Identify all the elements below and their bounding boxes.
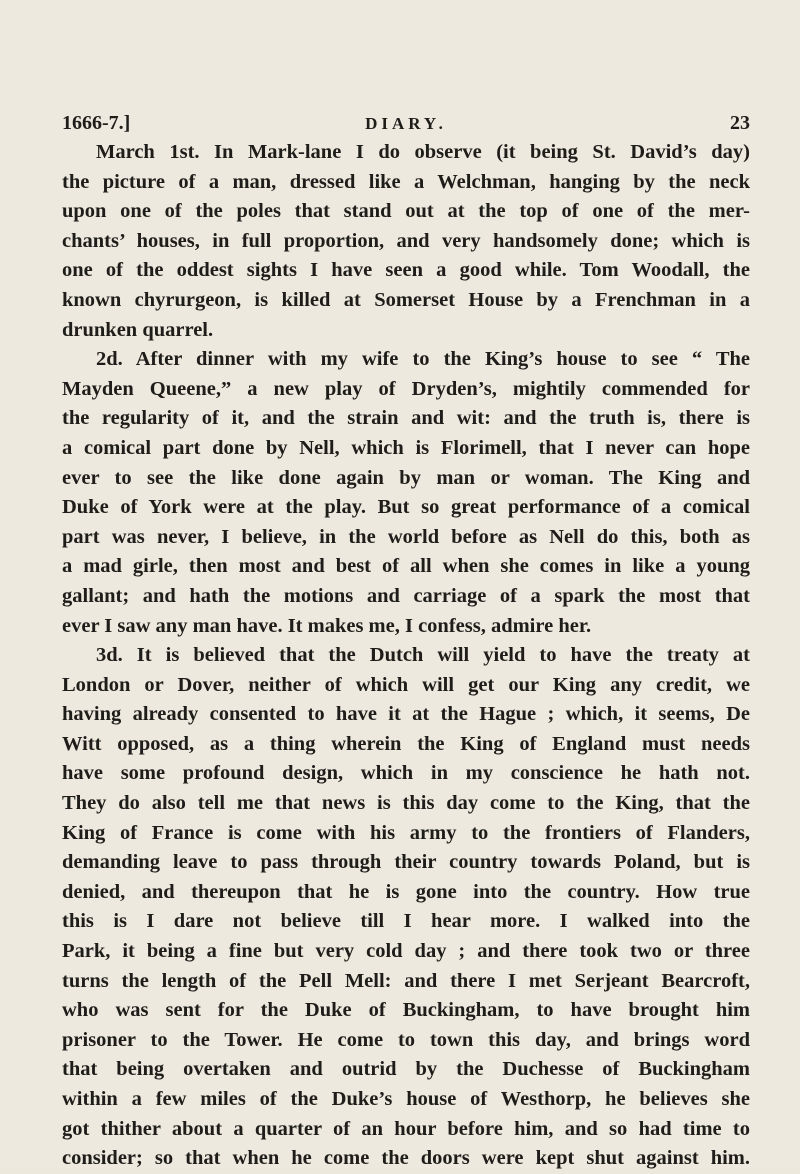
text-line: Park, it being a fine but very cold day ; and there took two or three <box>62 940 750 963</box>
text-line: a comical part done by Nell, which is Florimell, that I never can hope <box>62 436 750 459</box>
text-line: drunken quarrel. <box>62 318 214 341</box>
text-line: who was sent for the Duke of Buckingham, to have brought him <box>62 999 750 1022</box>
text-line: consider; so that when he come the doors were kept shut against him. <box>62 1147 750 1170</box>
text-line: that being overtaken and outrid by the Duchesse of Buckingham <box>62 1058 750 1081</box>
text-line: got thither about a quarter of an hour before him, and so had time to <box>62 1117 750 1140</box>
running-head <box>62 112 750 138</box>
text-line: March 1st. In Mark-lane I do observe (it being St. David’s day) <box>96 141 750 163</box>
text-line: Mayden Queene,” a new play of Dryden’s, mightily commended for <box>62 377 750 400</box>
text-line: a mad girle, then most and best of all when she comes in like a young <box>62 555 750 578</box>
text-line: chants’ houses, in full proportion, and very handsomely done; which is <box>62 229 750 252</box>
text-line: Witt opposed, as a thing wherein the King of England must needs <box>62 732 750 755</box>
text-line: one of the oddest sights I have seen a good while. Tom Woodall, the <box>62 259 750 282</box>
year-range: 1666-7.] <box>62 112 131 134</box>
running-title: DIARY. <box>365 114 447 133</box>
text-line: have some profound design, which in my conscience he hath not. <box>62 762 750 785</box>
text-line: 3d. It is believed that the Dutch will yield to have the treaty at <box>96 644 750 667</box>
text-line: ever to see the like done again by man or woman. The King and <box>62 466 750 489</box>
text-line: Duke of York were at the play. But so great performance of a comical <box>62 496 750 519</box>
text-line: gallant; and hath the motions and carriage of a spark the most that <box>62 584 750 607</box>
text-line: King of France is come with his army to the frontiers of Flanders, <box>62 821 750 844</box>
page-number: 23 <box>730 112 750 134</box>
text-line: ever I saw any man have. It makes me, I confess, admire her. <box>62 614 592 637</box>
text-line: upon one of the poles that stand out at the top of one of the mer- <box>62 200 750 223</box>
text-line: this is I dare not believe till I hear more. I walked into the <box>62 910 750 933</box>
text-line: known chyrurgeon, is killed at Somerset House by a Frenchman in a <box>62 288 750 311</box>
text-line: having already consented to have it at the Hague ; which, it seems, De <box>62 703 750 726</box>
text-line: demanding leave to pass through their country towards Poland, but is <box>62 851 750 874</box>
text-line: denied, and thereupon that he is gone into the country. How true <box>62 880 750 903</box>
text-line: turns the length of the Pell Mell: and there I met Serjeant Bearcroft, <box>62 969 750 992</box>
text-line: They do also tell me that news is this day come to the King, that the <box>62 792 750 815</box>
text-line: the regularity of it, and the strain and wit: and the truth is, there is <box>62 407 750 430</box>
text-line: prisoner to the Tower. He come to town this day, and brings word <box>62 1028 750 1051</box>
text-line: part was never, I believe, in the world before as Nell do this, both as <box>62 525 750 548</box>
text-line: London or Dover, neither of which will get our King any credit, we <box>62 673 750 696</box>
text-line: within a few miles of the Duke’s house of Westhorp, he believes she <box>62 1088 750 1110</box>
text-line: 2d. After dinner with my wife to the King’s house to see “ The <box>96 348 750 371</box>
text-line: the picture of a man, dressed like a Welchman, hanging by the neck <box>62 170 750 193</box>
diary-text <box>62 138 750 1174</box>
